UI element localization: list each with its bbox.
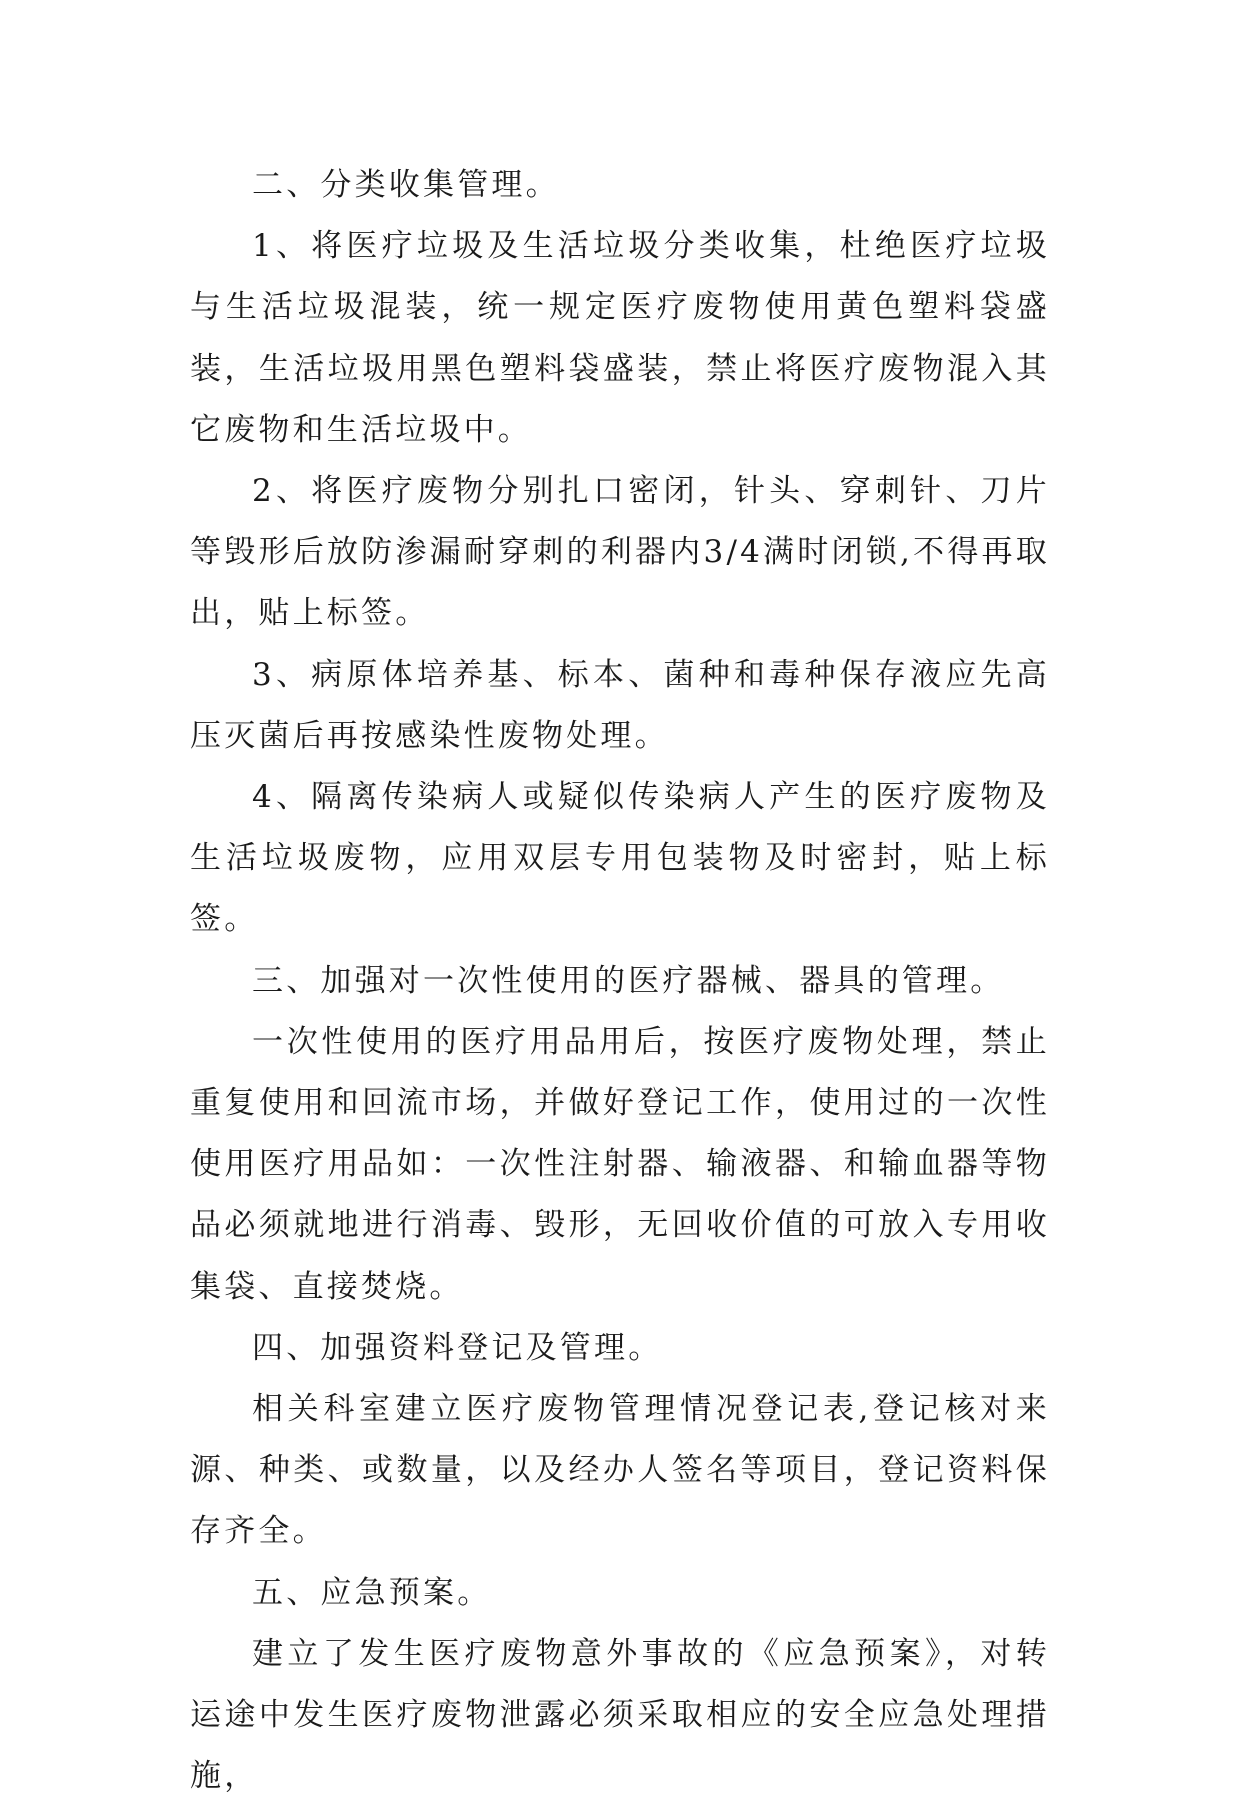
paragraph-disposable-devices: 一次性使用的医疗用品用后，按医疗废物处理，禁止重复使用和回流市场，并做好登记工作，使用过的一次性使用医疗用品如：一次性注射器、输液器、和输血器等物品必须就地进行消毒、毁形，无回收价值的可放入专用收集袋、直接焚烧。 bbox=[190, 1023, 1050, 1305]
document-body bbox=[190, 155, 1050, 1807]
paragraph-records-management: 相关科室建立医疗废物管理情况登记表,登记核对来源、种类、或数量，以及经办人签名等项目，登记资料保存齐全。 bbox=[190, 1391, 1050, 1550]
heading-emergency-plan: 五、应急预案。 bbox=[252, 1574, 492, 1611]
paragraph-item-3: 3、病原体培养基、标本、菌种和毒种保存液应先高压灭菌后再按感染性废物处理。 bbox=[190, 656, 1050, 754]
heading-records-management: 四、加强资料登记及管理。 bbox=[252, 1329, 663, 1366]
paragraph-emergency-plan: 建立了发生医疗废物意外事故的《应急预案》，对转运途中发生医疗废物泄露必须采取相应的安全应急处理措施， bbox=[190, 1635, 1050, 1795]
paragraph-item-4: 4、隔离传染病人或疑似传染病人产生的医疗废物及生活垃圾废物，应用双层专用包装物及时密封，贴上标签。 bbox=[190, 779, 1050, 938]
heading-sorted-collection: 二、分类收集管理。 bbox=[252, 167, 560, 203]
paragraph-item-2: 2、将医疗废物分别扎口密闭，针头、穿刺针、刀片等毁形后放防渗漏耐穿刺的利器内3/4满时闭锁,不得再取出，贴上标签。 bbox=[190, 473, 1050, 632]
heading-disposable-devices: 三、加强对一次性使用的医疗器械、器具的管理。 bbox=[252, 962, 1005, 999]
paragraph-item-1: 1、将医疗垃圾及生活垃圾分类收集，杜绝医疗垃圾与生活垃圾混装，统一规定医疗废物使用黄色塑料袋盛装，生活垃圾用黑色塑料袋盛装，禁止将医疗废物混入其它废物和生活垃圾中。 bbox=[190, 228, 1050, 448]
